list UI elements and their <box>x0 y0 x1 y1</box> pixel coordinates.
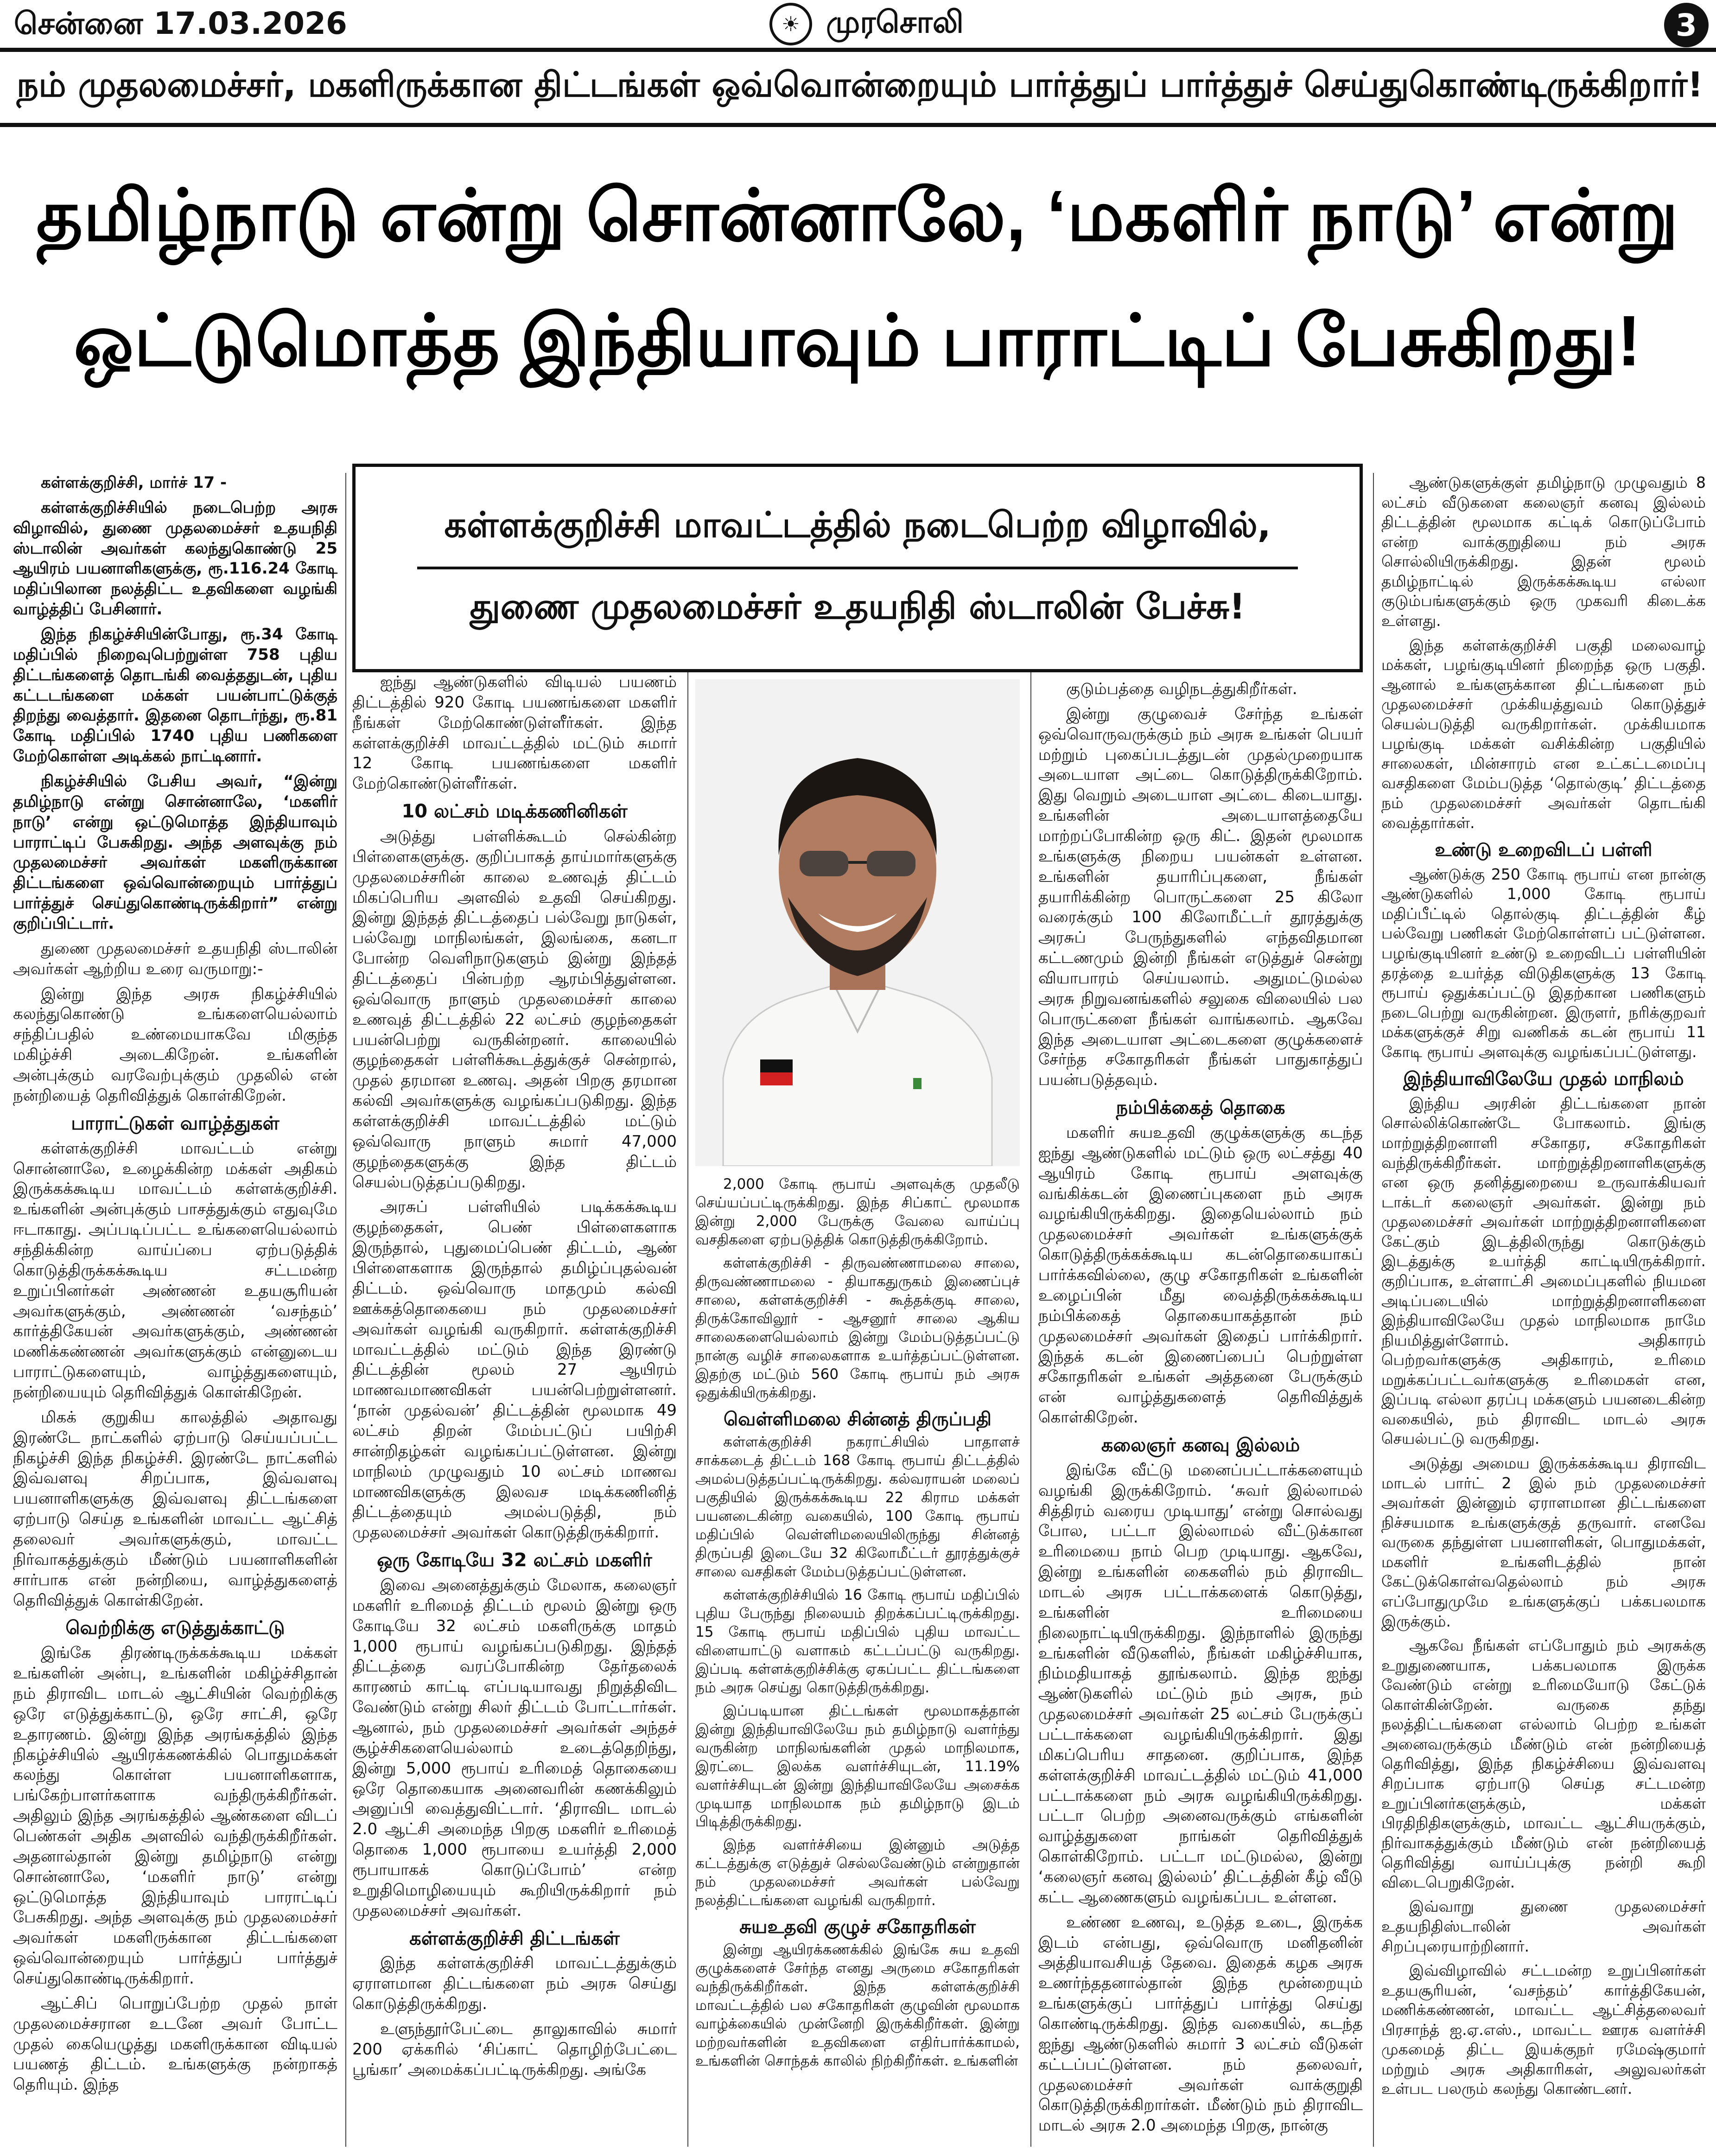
subhead-line-2: துணை முதலமைச்சர் உதயநிதி ஸ்டாலின் பேச்சு! <box>470 586 1246 627</box>
paragraph: துணை முதலமைச்சர் உதயநிதி ஸ்டாலின் அவர்கள் ஆற்றிய உரை வருமாறு:- <box>13 939 337 978</box>
paragraph: ஐந்து ஆண்டுகளில் விடியல் பயணம் திட்டத்தில் 920 கோடி பயணங்களை மகளிர் நீங்கள் மேற்கொண்டுள்ளீர்கள். இந்த கள்ளக்குறிச்சி மாவட்டத்தில் மட்டும் சுமார் 12 கோடி பயணங்களை மகளிர் மேற்கொண்டுள்ளீர்கள். <box>352 673 677 793</box>
masthead-rule <box>0 48 1716 52</box>
subhead-line-1: கள்ளக்குறிச்சி மாவட்டத்தில் நடைபெற்ற விழாவில், <box>444 504 1271 545</box>
article-column-4 <box>1038 679 1363 2141</box>
article-column-5 <box>1381 473 1706 2104</box>
paragraph: இவ்விழாவில் சட்டமன்ற உறுப்பினர்கள் உதயசூரியன், ‘வசந்தம்’ கார்த்திகேயன், மணிக்கண்ணன், மாவட்ட ஆட்சித்தலைவர் பிரசாந்த் ஐ.ஏ.எஸ்., மாவட்ட ஊரக வளர்ச்சி முகமைத் திட்ட இயக்குநர் ரமேஷ்குமார் மற்றும் அரசு அதிகாரிகள், அலுவலர்கள் உள்பட பலரும் கலந்து கொண்டனர். <box>1381 1961 1706 2098</box>
section-heading: இந்தியாவிலேயே முதல் மாநிலம் <box>1403 1068 1684 1090</box>
section-heading: பாராட்டுகள் வாழ்த்துகள் <box>71 1112 280 1134</box>
section-heading: வெற்றிக்கு எடுத்துக்காட்டு <box>65 1617 285 1639</box>
paragraph: இன்று குழுவைச் சேர்ந்த உங்கள் ஒவ்வொருவருக்கும் நம் அரசு உங்கள் பெயர் மற்றும் புகைப்படத்துடன் முதல்முறையாக அடையாள அட்டை கொடுத்திருக்கிறோம். இது வெறும் அடையாள அட்டை கிடையாது. உங்களின் அடையாளத்தையே மாற்றப்போகின்ற ஒரு கிட். இதன் மூலமாக உங்களுக்கு நிறைய பயன்கள் உள்ளன. உங்களின் தயாரிப்புகளை, நீங்கள் தயாரிக்கின்ற பொருட்களை 25 கிலோ வரைக்கும் 100 கிலோமீட்டர் தூரத்துக்கு அரசுப் பேருந்துகளில் எந்தவிதமான கட்டணமும் இன்றி நீங்கள் எடுத்துச் சென்று வியாபாரம் செய்யலாம். அதுமட்டுமல்ல அரசு நிறுவனங்களில் சலுகை விலையில் பல பொருட்களை நீங்கள் வாங்கலாம். ஆகவே இந்த அடையாள அட்டைகளை குழுக்களைச் சேர்ந்த சகோதரிகள் நீங்கள் பாதுகாத்துப் பயன்படுத்தவும். <box>1038 704 1363 1090</box>
paragraph: இந்திய அரசின் திட்டங்களை நான் சொல்லிக்கொண்டே போகலாம். இங்கு மாற்றுத்திறனாளி சகோதர, சகோதரிகள் வந்திருக்கிறீர்கள். மாற்றுத்திறனாளிகளுக்கு என ஒரு தனித்துறையை உருவாக்கியவர் டாக்டர் கலைஞர் அவர்கள். இன்று நம் முதலமைச்சர் அவர்கள் மாற்றுத்திறனாளிகளை கேட்கும் இடத்திலிருந்து கொடுக்கும் இடத்துக்கு உயர்த்தி காட்டியிருக்கிறார். குறிப்பாக, உள்ளாட்சி அமைப்புகளில் நியமன அடிப்படையில் மாற்றுத்திறனாளிகளை இந்தியாவிலேயே முதல் மாநிலமாக நாமே நியமித்துள்ளோம். அதிகாரம் பெற்றவர்களுக்கு அதிகாரம், உரிமை மறுக்கப்பட்டவர்களுக்கு உரிமைகள் என, இப்படி எல்லா தரப்பு மக்களும் பயனடைகின்ற வகையில், நம் திராவிட மாடல் அரசு செயல்பட்டு வருகிறது. <box>1381 1094 1706 1448</box>
column-rule <box>1030 672 1031 2147</box>
article-column-1 <box>13 473 337 2100</box>
paragraph: இந்த கள்ளக்குறிச்சி பகுதி மலைவாழ் மக்கள், பழங்குடியினர் நிறைந்த ஒரு பகுதி. ஆனால் உங்களுக்கான திட்டங்களை நம் முதலமைச்சர் முக்கியத்துவம் கொடுத்துச் செயல்படுத்தி வருகிறார்கள். முக்கியமாக பழங்குடி மக்கள் வசிக்கின்ற பகுதியில் சாலைகள், மின்சாரம் என உட்கட்டமைப்பு வசதிகளை மேம்படுத்த ‘தொல்குடி’ திட்டத்தை நம் முதலமைச்சர் அவர்கள் தொடங்கி வைத்தார்கள். <box>1381 636 1706 832</box>
section-heading: வெள்ளிமலை சின்னத் திருப்பதி <box>724 1408 991 1430</box>
dateline: கள்ளக்குறிச்சி, மார்ச் 17 - <box>41 473 227 492</box>
section-heading: ஒரு கோடியே 32 லட்சம் மகளிர் <box>377 1550 652 1571</box>
paragraph: மிகக் குறுகிய காலத்தில் அதாவது இரண்டே நாட்களில் ஏற்பாடு செய்யப்பட்ட நிகழ்ச்சி இந்த நிகழ்ச்சி. இரண்டே நாட்களில் இவ்வளவு சிறப்பாக, இவ்வளவு பயனாளிகளுக்கு இவ்வளவு திட்டங்களை ஏற்பாடு செய்த உங்களின் மாவட்ட ஆட்சித் தலைவர் அவர்களுக்கும், மாவட்ட நிர்வாகத்துக்கும் மீண்டும் பயனாளிகளின் சார்பாக என் நன்றியை, வாழ்த்துகளைத் தெரிவித்துக் கொள்கிறேன். <box>13 1408 337 1610</box>
speaker-photo <box>695 679 1020 1166</box>
paragraph: உண்ண உணவு, உடுத்த உடை, இருக்க இடம் என்பது, ஒவ்வொரு மனிதனின் அத்தியாவசியத் தேவை. இதைக் கழக அரசு உணர்ந்ததனால்தான் இந்த மூன்றையும் உங்களுக்குப் பார்த்துப் பார்த்து செய்து கொண்டிருக்கிறது. இந்த வகையில், கடந்த ஐந்து ஆண்டுகளில் சுமார் 3 லட்சம் வீடுகள் கட்டப்பட்டுள்ளன. நம் தலைவர், முதலமைச்சர் அவர்கள் வாக்குறுதி கொடுத்திருக்கிறார்கள். மீண்டும் நம் திராவிட மாடல் அரசு 2.0 அமைந்த பிறகு, நான்கு <box>1038 1913 1363 2135</box>
paragraph: மகளிர் சுயஉதவி குழுக்களுக்கு கடந்த ஐந்து ஆண்டுகளில் மட்டும் ஒரு லட்சத்து 40 ஆயிரம் கோடி ரூபாய் அளவுக்கு வங்கிக்கடன் இணைப்புகளை நம் அரசு வழங்கியிருக்கிறது. இதையெல்லாம் நம் முதலமைச்சர் அவர்கள் உங்களுக்குக் கொடுத்திருக்கக்கூடிய கடன்தொகையாகப் பார்க்கவில்லை, குழு சகோதரிகள் உங்களின் உழைப்பின் மீது வைத்திருக்கக்கூடிய நம்பிக்கைத் தொகையாகத்தான் நம் முதலமைச்சர் அவர்கள் இதைப் பார்க்கிறார். இந்தக் கடன் இணைப்பைப் பெற்றுள்ள சகோதரிகள் உங்கள் அத்தனை பேருக்கும் என் வாழ்த்துகளைத் தெரிவித்துக் கொள்கிறேன். <box>1038 1123 1363 1427</box>
paragraph: இன்று ஆயிரக்கணக்கில் இங்கே சுய உதவி குழுக்களைச் சேர்ந்த எனது அருமை சகோதரிகள் வந்திருக்கிறீர்கள். இந்த கள்ளக்குறிச்சி மாவட்டத்தில் பல சகோதரிகள் குழுவின் மூலமாக வாழ்க்கையில் முன்னேறி இருக்கிறீர்கள். இன்று மற்றவர்களின் உதவிகளை எதிர்பார்க்காமல், உங்களின் சொந்தக் காலில் நிற்கிறீர்கள். உங்களின் <box>695 1941 1020 2070</box>
paragraph: ஆண்டுகளுக்குள் தமிழ்நாடு முழுவதும் 8 லட்சம் வீடுகளை கலைஞர் கனவு இல்லம் திட்டத்தின் மூலமாக கட்டிக் கொடுப்போம் என்ற வாக்குறுதியை நம் அரசு சொல்லியிருக்கிறது. இதன் மூலம் தமிழ்நாட்டில் இருக்கக்கூடிய எல்லா குடும்பங்களுக்கும் ஒரு முகவரி கிடைக்க உள்ளது. <box>1381 473 1706 630</box>
article-column-3 <box>695 1175 1020 2075</box>
speaker-portrait-illustration <box>695 679 1020 1166</box>
kicker-rule <box>0 123 1716 127</box>
section-heading: உண்டு உறைவிடப் பள்ளி <box>1435 839 1652 861</box>
paragraph: ஆண்டுக்கு 250 கோடி ரூபாய் என நான்கு ஆண்டுகளில் 1,000 கோடி ரூபாய் மதிப்பீட்டில் தொல்குடி திட்டத்தின் கீழ் பல்வேறு பணிகள் மேற்கொள்ளப் பட்டுள்ளன. பழங்குடியினர் உண்டு உறைவிடப் பள்ளியின் தரத்தை உயர்த்த விடுதிகளுக்கு 13 கோடி ரூபாய் ஒதுக்கப்பட்டு இதற்கான பணிகளும் நடைபெற்று வருகின்றன. இருளர், நரிக்குறவர் மக்களுக்குச் சிறு வணிகக் கடன் ரூபாய் 11 கோடி ரூபாய் அளவுக்கு வழங்கப்பட்டுள்ளது. <box>1381 865 1706 1061</box>
paragraph: இந்த நிகழ்ச்சியின்போது, ரூ.34 கோடி மதிப்பில் நிறைவுபெற்றுள்ள 758 புதிய திட்டங்களைத் தொடங்கி வைத்ததுடன், புதிய கட்டடங்களை மக்கள் பயன்பாட்டுக்குத் திறந்து வைத்தார். இதனை தொடர்ந்து, ரூ.81 கோடி மதிப்பில் 1740 புதிய பணிகளை மேற்கொள்ள அடிக்கல் நாட்டினார். <box>13 625 337 766</box>
page-number: 3 <box>1664 3 1709 47</box>
masthead-brand <box>769 3 964 45</box>
paragraph: கள்ளக்குறிச்சி மாவட்டம் என்று சொன்னாலே, உழைக்கின்ற மக்கள் அதிகம் இருக்கக்கூடிய மாவட்டம் கள்ளக்குறிச்சி. உங்களின் அன்புக்கும் பாசத்துக்கும் எதுவுமே ஈடாகாது. அப்படிப்பட்ட உங்களையெல்லாம் சந்திக்கின்ற வாய்ப்பை ஏற்படுத்திக் கொடுத்திருக்கக்கூடிய சட்டமன்ற உறுப்பினர்கள் அண்ணன் உதயசூரியன் அவர்களுக்கும், அண்ணன் ‘வசந்தம்’ கார்த்திகேயன் அவர்களுக்கும், அண்ணன் மணிக்கண்ணன் அவர்களுக்கும் என்னுடைய பாராட்டுகளையும், வாழ்த்துகளையும், நன்றியையும் தெரிவித்துக் கொள்கிறேன். <box>13 1139 337 1402</box>
paragraph: இங்கே திரண்டிருக்கக்கூடிய மக்கள் உங்களின் அன்பு, உங்களின் மகிழ்ச்சிதான் நம் திராவிட மாடல் ஆட்சியின் வெற்றிக்கு ஒரே எடுத்துக்காட்டு, ஒரே சாட்சி, ஒரே உதாரணம். இன்று இந்த அரங்கத்தில் இந்த நிகழ்ச்சியில் ஆயிரக்கணக்கில் பொதுமக்கள் கலந்து கொள்ள பயனாளிகளாக, பங்கேற்பாளர்களாக வந்திருக்கிறீர்கள். அதிலும் இந்த அரங்கத்தில் ஆண்களை விடப் பெண்கள் அதிக அளவில் வந்திருக்கிறீர்கள். அதனால்தான் இன்று தமிழ்நாடு என்று சொன்னாலே, ‘மகளிர் நாடு’ என்று ஒட்டுமொத்த இந்தியாவும் பாராட்டிப் பேசுகிறது. அந்த அளவுக்கு நம் முதலமைச்சர் அவர்கள் மகளிருக்கான திட்டங்களை ஒவ்வொன்றையும் பார்த்துப் பார்த்துச் செய்துகொண்டிருக்கிறார். <box>13 1644 337 1988</box>
paragraph: குடும்பத்தை வழிநடத்துகிறீர்கள். <box>1066 680 1297 698</box>
paragraph: கள்ளக்குறிச்சி - திருவண்ணாமலை சாலை, திருவண்ணாமலை - தியாகதுருகம் இணைப்புச் சாலை, கள்ளக்குறிச்சி - கூத்தக்குடி சாலை, திருக்கோவிலூர் - ஆசனூர் சாலை ஆகிய சாலைகளையெல்லாம் இன்று மேம்படுத்தப்பட்டு நான்கு வழிச் சாலைகளாக உயர்த்தப்பட்டுள்ளன. இதற்கு மட்டும் 560 கோடி ரூபாய் நம் அரசு ஒதுக்கியிருக்கிறது. <box>695 1254 1020 1401</box>
article-column-2 <box>352 672 677 2085</box>
paragraph: கள்ளக்குறிச்சியில் 16 கோடி ரூபாய் மதிப்பில் புதிய பேருந்து நிலையம் திறக்கப்பட்டிருக்கிறது. 15 கோடி ரூபாய் மதிப்பில் புதிய மாவட்ட விளையாட்டு வளாகம் கட்டப்பட்டு வருகிறது. இப்படி கள்ளக்குறிச்சிக்கு ஏகப்பட்ட திட்டங்களை நம் அரசு செய்து கொடுத்திருக்கிறது. <box>695 1586 1020 1696</box>
section-heading: கள்ளக்குறிச்சி திட்டங்கள் <box>409 1927 620 1949</box>
subhead-box <box>352 464 1363 672</box>
paragraph: நிகழ்ச்சியில் பேசிய அவர், “இன்று தமிழ்நாடு என்று சொன்னாலே, ‘மகளிர் நாடு’ என்று ஒட்டுமொத்த இந்தியாவும் பாராட்டிப் பேசுகிறது. அந்த அளவுக்கு நம் முதலமைச்சர் அவர்கள் மகளிருக்கான திட்டங்களை ஒவ்வொன்றையும் பார்த்துப் பார்த்துச் செய்துகொண்டிருக்கிறார்” என்று குறிப்பிட்டார். <box>13 772 337 933</box>
paragraph: அரசுப் பள்ளியில் படிக்கக்கூடிய குழந்தைகள், பெண் பிள்ளைகளாக இருந்தால், புதுமைப்பெண் திட்டம், ஆண் பிள்ளைகளாக இருந்தால் தமிழ்ப்புதல்வன் திட்டம். ஒவ்வொரு மாதமும் கல்வி ஊக்கத்தொகையை நம் முதலமைச்சர் அவர்கள் வழங்கி வருகிறார். கள்ளக்குறிச்சி மாவட்டத்தில் மட்டும் இந்த இரண்டு திட்டத்தின் மூலம் 27 ஆயிரம் மாணவமாணவிகள் பயன்பெற்றுள்ளனர். ‘நான் முதல்வன்’ திட்டத்தின் மூலமாக 49 லட்சம் திறன் மேம்பட்டுப் பயிற்சி சான்றிதழ்கள் வழங்கப்பட்டுள்ளன. இன்று மாநிலம் முழுவதும் 10 லட்சம் மாணவ மாணவிகளுக்கு இலவச மடிக்கணினித் திட்டத்தையும் அமல்படுத்தி, நம் முதலமைச்சர் அவர்கள் கொடுத்திருக்கிறார். <box>352 1198 677 1542</box>
paragraph: 2,000 கோடி ரூபாய் அளவுக்கு முதலீடு செய்யப்பட்டிருக்கிறது. இந்த சிப்காட் மூலமாக இன்று 2,000 பேருக்கு வேலை வாய்ப்பு வசதிகளை ஏற்படுத்திக் கொடுத்திருக்கிறோம். <box>695 1176 1020 1248</box>
paragraph: கள்ளக்குறிச்சியில் நடைபெற்ற அரசு விழாவில், துணை முதலமைச்சர் உதயநிதி ஸ்டாலின் அவர்கள் கலந்துகொண்டு 25 ஆயிரம் பயனாளிகளுக்கு, ரூ.116.24 கோடி மதிப்பிலான நலத்திட்ட உதவிகளை வழங்கி வாழ்த்திப் பேசினார். <box>13 498 337 619</box>
paragraph: அடுத்து பள்ளிக்கூடம் செல்கின்ற பிள்ளைகளுக்கு. குறிப்பாகத் தாய்மார்களுக்கு முதலமைச்சரின் காலை உணவுத் திட்டம் மிகப்பெரிய அளவில் உதவி செய்கிறது. இன்று இந்தத் திட்டத்தைப் பல்வேறு நாடுகள், பல்வேறு மாநிலங்கள், இலங்கை, கனடா போன்ற வெளிநாடுகளும் இன்று இந்தத் திட்டத்தைப் பின்பற்ற ஆரம்பித்துள்ளன. ஒவ்வொரு நாளும் முதலமைச்சர் காலை உணவுத் திட்டத்தில் 22 லட்சம் குழந்தைகள் பயன்பெற்று வருகின்றனர். காலையில் குழந்தைகள் பள்ளிக்கூடத்துக்குச் சென்றால், முதல் தரமான உணவு. அதன் பிறகு தரமான கல்வி அவர்களுக்கு வழங்கப்படுகிறது. இந்த கள்ளக்குறிச்சி மாவட்டத்தில் மட்டும் ஒவ்வொரு நாளும் சுமார் 47,000 குழந்தைகளுக்கு இந்த திட்டம் செயல்படுத்தப்படுகிறது. <box>352 827 677 1192</box>
section-heading: சுயஉதவி குழுச் சகோதரிகள் <box>739 1916 976 1938</box>
paragraph: இவை அனைத்துக்கும் மேலாக, கலைஞர் மகளிர் உரிமைத் திட்டம் மூலம் இன்று ஒரு கோடியே 32 லட்சம் மகளிருக்கு மாதம் 1,000 ரூபாய் வழங்கப்படுகிறது. இந்தத் திட்டத்தை வரப்போகின்ற தேர்தலைக் காரணம் காட்டி எப்படியாவது நிறுத்திவிட வேண்டும் என்று சிலர் திட்டம் போட்டார்கள். ஆனால், நம் முதலமைச்சர் அவர்கள் அந்தச் சூழ்ச்சிகளையெல்லாம் உடைத்தெறிந்து, இன்று 5,000 ரூபாய் உரிமைத் தொகையை ஒரே தொகையாக அனைவரின் கணக்கிலும் அனுப்பி வைத்துவிட்டார். ‘திராவிட மாடல் 2.0 ஆட்சி அமைந்த பிறகு மகளிர் உரிமைத் தொகை 1,000 ரூபாயை உயர்த்தி 2,000 ரூபாயாகக் கொடுப்போம்’ என்ற உறுதிமொழியையும் கூறியிருக்கிறார் நம் முதலமைச்சர் அவர்கள். <box>352 1576 677 1920</box>
section-heading: நம்பிக்கைத் தொகை <box>1116 1097 1285 1119</box>
paper-name: முரசொலி <box>826 4 964 40</box>
headline <box>9 153 1706 403</box>
kicker-line: நம் முதலமைச்சர், மகளிருக்கான திட்டங்கள் ஒவ்வொன்றையும் பார்த்துப் பார்த்துச் செய்துகொண்டிருக்கிறார்! <box>16 65 1703 105</box>
city-date: சென்னை 17.03.2026 <box>14 6 347 41</box>
masthead <box>0 0 1716 52</box>
column-rule <box>687 672 688 2147</box>
paragraph: இந்த கள்ளக்குறிச்சி மாவட்டத்துக்கும் ஏராளமான திட்டங்களை நம் அரசு செய்து கொடுத்திருக்கிறது. <box>352 1954 677 2014</box>
paragraph: இந்த வளர்ச்சியை இன்னும் அடுத்த கட்டத்துக்கு எடுத்துச் செல்லவேண்டும் என்றுதான் நம் முதலமைச்சர் அவர்கள் பல்வேறு நலத்திட்டங்களை வழங்கி வருகிறார். <box>695 1837 1020 1909</box>
paragraph: இங்கே வீட்டு மனைப்பட்டாக்களையும் வழங்கி இருக்கிறோம். ‘சுவர் இல்லாமல் சித்திரம் வரைய முடியாது’ என்று சொல்வது போல, பட்டா இல்லாமல் வீட்டுக்கான உரிமையை நாம் பெற முடியாது. ஆகவே, இன்று உங்களின் கைகளில் நம் திராவிட மாடல் அரசு பட்டாக்களைக் கொடுத்து, உங்களின் உரிமையை நிலைநாட்டியிருக்கிறது. இந்நாளில் இருந்து உங்களின் வீடுகளில், நீங்கள் மகிழ்ச்சியாக, நிம்மதியாகத் தூங்கலாம். இந்த ஐந்து ஆண்டுகளில் மட்டும் நம் அரசு, நம் முதலமைச்சர் அவர்கள் 25 லட்சம் பேருக்குப் பட்டாக்களை வழங்கியிருக்கிறார். இது மிகப்பெரிய சாதனை. குறிப்பாக, இந்த கள்ளக்குறிச்சி மாவட்டத்தில் மட்டும் 41,000 பட்டாக்களை நம் அரசு வழங்கியிருக்கிறது. பட்டா பெற்ற அனைவருக்கும் எங்களின் வாழ்த்துகளை நாங்கள் தெரிவித்துக் கொள்கிறோம். பட்டா மட்டுமல்ல, இன்று ‘கலைஞர் கனவு இல்லம்’ திட்டத்தின் கீழ் வீடு கட்ட ஆணைகளும் வழங்கப்பட உள்ளன. <box>1038 1461 1363 1907</box>
paragraph: அடுத்து அமைய இருக்கக்கூடிய திராவிட மாடல் பார்ட் 2 இல் நம் முதலமைச்சர் அவர்கள் இன்னும் ஏராளமான திட்டங்களை நிச்சயமாக உங்களுக்குத் தருவார். எனவே வருகை தந்துள்ள பயனாளிகள், பொதுமக்கள், மகளிர் உங்களிடத்தில் நான் கேட்டுக்கொள்வதெல்லாம் நம் அரசு எப்போதுமுமே உங்களுக்குப் பக்கபலமாக இருக்கும். <box>1381 1454 1706 1630</box>
subhead-divider <box>417 567 1298 569</box>
column-rule <box>345 473 346 2147</box>
paragraph: கள்ளக்குறிச்சி நகராட்சியில் பாதாளச் சாக்கடைத் திட்டம் 168 கோடி ரூபாய் திட்டத்தில் அமல்படுத்தப்பட்டிருக்கிறது. கல்வராயன் மலைப் பகுதியில் இருக்கக்கூடிய 22 கிராம மக்கள் பயனடைகின்ற வகையில், 100 கோடி ரூபாய் மதிப்பில் வெள்ளிமலையிலிருந்து சின்னத் திருப்பதி இடையே 32 கிலோமீட்டர் தூரத்துக்குச் சாலை வசதிகள் மேம்படுத்தப்பட்டுள்ளன. <box>695 1433 1020 1580</box>
headline-line-1: தமிழ்நாடு என்று சொன்னாலே, ‘மகளிர் நாடு’ என்று <box>36 176 1679 255</box>
paragraph: உளுந்தூர்பேட்டை தாலுகாவில் சுமார் 200 ஏக்கரில் ‘சிப்காட் தொழிற்பேட்டை பூங்கா’ அமைக்கப்பட்டிருக்கிறது. அங்கே <box>352 2020 677 2079</box>
section-heading: கலைஞர் கனவு இல்லம் <box>1101 1434 1300 1456</box>
paragraph: இவ்வாறு துணை முதலமைச்சர் உதயநிதிஸ்டாலின் அவர்கள் சிறப்புரையாற்றினார். <box>1381 1897 1706 1955</box>
headline-line-2: ஒட்டுமொத்த இந்தியாவும் பாராட்டிப் பேசுகிறது! <box>74 301 1641 381</box>
paragraph: ஆகவே நீங்கள் எப்போதும் நம் அரசுக்கு உறுதுணையாக, பக்கபலமாக இருக்க வேண்டும் என்று உரிமையோடு கேட்டுக் கொள்கின்றேன். வருகை தந்து நலத்திட்டங்களை எல்லாம் பெற்ற உங்கள் அனைவருக்கும் மீண்டும் என் நன்றியைத் தெரிவித்து, இந்த நிகழ்ச்சியை இவ்வளவு சிறப்பாக ஏற்பாடு செய்த சட்டமன்ற உறுப்பினர்களுக்கும், மக்கள் பிரதிநிதிகளுக்கும், மாவட்ட ஆட்சியருக்கும், நிர்வாகத்துக்கும் மீண்டும் என் நன்றியைத் தெரிவித்து வாய்ப்புக்கு நன்றி கூறி விடைபெறுகிறேன். <box>1381 1636 1706 1891</box>
paragraph: இன்று இந்த அரசு நிகழ்ச்சியில் கலந்துகொண்டு உங்களையெல்லாம் சந்திப்பதில் உண்மையாகவே மிகுந்த மகிழ்ச்சி அடைகிறேன். உங்களின் அன்புக்கும் வரவேற்புக்கும் முதலில் என் நன்றியைத் தெரிவித்துக் கொள்கிறேன். <box>13 984 337 1105</box>
section-heading: 10 லட்சம் மடிக்கணினிகள் <box>401 801 628 823</box>
column-rule <box>1373 473 1374 2147</box>
rising-sun-emblem-icon: ☀ <box>769 3 812 45</box>
paragraph: இப்படியான திட்டங்கள் மூலமாகத்தான் இன்று இந்தியாவிலேயே நம் தமிழ்நாடு வளர்ந்து வருகின்ற மாநிலங்களின் முதல் மாநிலமாக, இரட்டை இலக்க வளர்ச்சியுடன், 11.19% வளர்ச்சியுடன் இன்று இந்தியாவிலேயே அசைக்க முடியாத மாநிலமாக நம் தமிழ்நாடு இடம் பிடித்திருக்கிறது. <box>695 1702 1020 1831</box>
paragraph: ஆட்சிப் பொறுப்பேற்ற முதல் நாள் முதலமைச்சரான உடனே அவர் போட்ட முதல் கையெழுத்து மகளிருக்கான விடியல் பயணத் திட்டம். உங்களுக்கு நன்றாகத் தெரியும். இந்த <box>13 1994 337 2094</box>
